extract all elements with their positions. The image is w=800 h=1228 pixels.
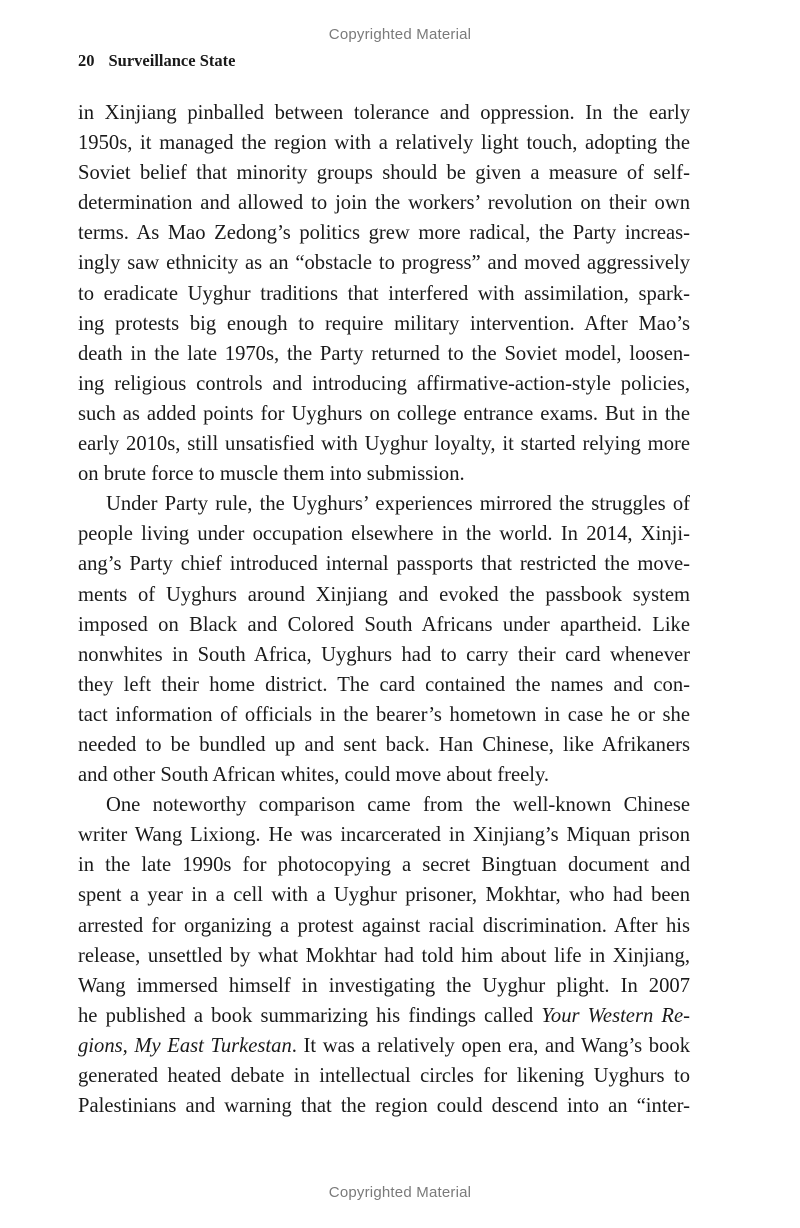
text-line: ing protests big enough to require military intervention. After Mao’s: [78, 312, 690, 335]
text-line: determination and allowed to join the workers’ revolution on their own: [78, 192, 690, 215]
text-line: release, unsettled by what Mokhtar had told him about life in Xinjiang,: [78, 944, 690, 967]
text-line: ang’s Party chief introduced internal passports that restricted the move-: [78, 553, 690, 576]
text-line: they left their home district. The card contained the names and con-: [78, 673, 690, 696]
text-line: Wang immersed himself in investigating the Uyghur plight. In 2007: [78, 974, 690, 997]
text-line: [78, 1001, 690, 1031]
text-line: Palestinians and warning that the region could descend into an “inter-: [78, 1095, 690, 1118]
text-line: terms. As Mao Zedong’s politics grew more radical, the Party increas-: [78, 222, 690, 245]
text-run: he published a book summarizing his findings called: [78, 1004, 542, 1027]
text-line: people living under occupation elsewhere in the world. In 2014, Xinji-: [78, 523, 690, 546]
copyright-watermark-top: Copyrighted Material: [328, 26, 472, 43]
text-line: ments of Uyghurs around Xinjiang and evoked the passbook system: [78, 583, 690, 606]
text-line: Under Party rule, the Uyghurs’ experiences mirrored the struggles of: [106, 493, 690, 516]
page-number: 20: [78, 51, 95, 70]
text-line: ingly saw ethnicity as an “obstacle to progress” and moved aggressively: [78, 252, 690, 275]
text-line: nonwhites in South Africa, Uyghurs had to carry their card whenever: [78, 643, 690, 666]
text-line: tact information of officials in the bearer’s hometown in case he or she: [78, 703, 690, 726]
text-line: needed to be bundled up and sent back. Han Chinese, like Afrikaners: [78, 733, 690, 756]
text-line: writer Wang Lixiong. He was incarcerated in Xinjiang’s Miquan prison: [78, 824, 690, 847]
text-line: 1950s, it managed the region with a relatively light touch, adopting the: [78, 132, 690, 155]
book-title-italic: Your Western Re-: [541, 1004, 690, 1027]
text-line: arrested for organizing a protest against racial discrimination. After his: [78, 914, 690, 937]
book-title: Surveillance State: [108, 51, 236, 70]
paragraph-3: [78, 790, 690, 1121]
page-body: [78, 98, 690, 1121]
text-line: ing religious controls and introducing affirmative-action-style policies,: [78, 372, 690, 395]
text-run: . It was a relatively open era, and Wang’s book: [291, 1034, 690, 1057]
text-line: to eradicate Uyghur traditions that interfered with assimilation, spark-: [78, 282, 690, 305]
text-line: One noteworthy comparison came from the well-known Chinese: [106, 794, 690, 817]
text-line: imposed on Black and Colored South Africans under apartheid. Like: [78, 613, 690, 636]
text-line: Soviet belief that minority groups should be given a measure of self-: [78, 162, 690, 185]
text-line: such as added points for Uyghurs on college entrance exams. But in the: [78, 402, 690, 425]
text-line: in Xinjiang pinballed between tolerance and oppression. In the early: [78, 102, 690, 124]
text-line: early 2010s, still unsatisfied with Uyghur loyalty, it started relying more: [78, 433, 690, 456]
text-line: on brute force to muscle them into submission.: [78, 463, 465, 486]
paragraph-1: [78, 98, 690, 489]
text-line: spent a year in a cell with a Uyghur prisoner, Mokhtar, who had been: [78, 884, 690, 907]
paragraph-2: [78, 489, 690, 790]
text-line: in the late 1990s for photocopying a secret Bingtuan document and: [78, 854, 690, 877]
copyright-watermark-bottom: Copyrighted Material: [328, 1184, 472, 1201]
text-line: death in the late 1970s, the Party returned to the Soviet model, loosen-: [78, 342, 690, 365]
text-line: generated heated debate in intellectual circles for likening Uyghurs to: [78, 1065, 690, 1087]
book-title-italic: gions, My East Turkestan: [78, 1034, 292, 1057]
text-line: [78, 1031, 690, 1061]
running-head: [78, 51, 235, 71]
text-line: and other South African whites, could move about freely.: [78, 764, 550, 787]
